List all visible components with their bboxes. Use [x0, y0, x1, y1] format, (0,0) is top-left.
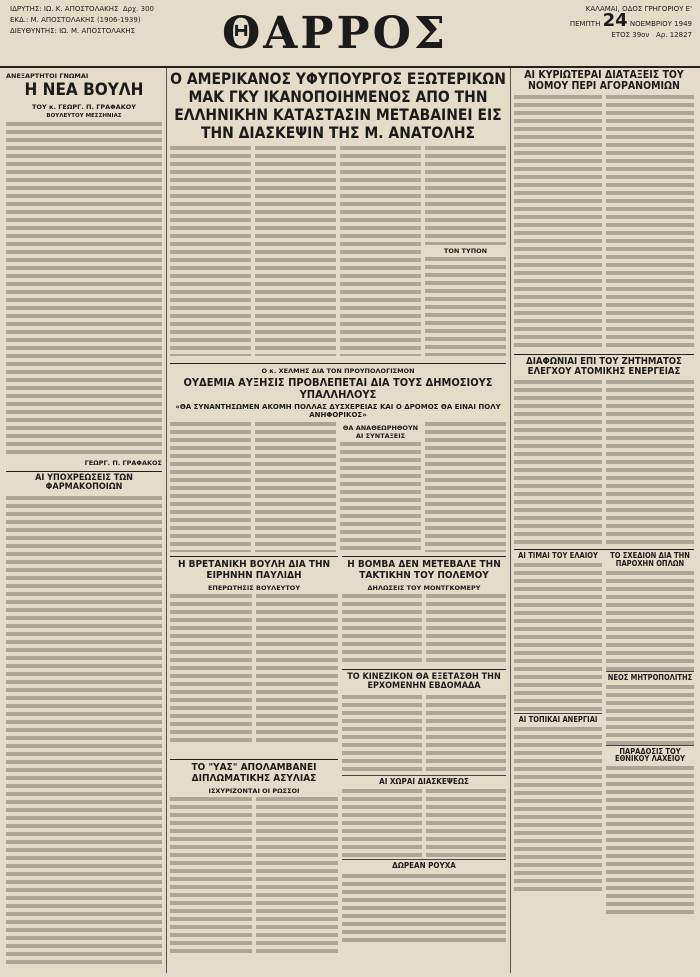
- issue-number: Αρ. 12827: [656, 31, 692, 39]
- article-body: [514, 95, 602, 350]
- budget-story: [170, 363, 506, 554]
- editor-line: ΕΚΔ.: Μ. ΑΠΟΣΤΟΛΑΚΗΣ (1906-1939): [10, 16, 141, 24]
- china-story: [342, 669, 506, 970]
- article-body: [514, 727, 602, 892]
- article-body: [514, 563, 602, 713]
- article-body: [425, 422, 506, 552]
- article-body: [342, 789, 422, 859]
- article-body: [606, 685, 694, 745]
- article-body: [342, 874, 506, 944]
- article-body: [6, 122, 162, 457]
- article-body: [340, 146, 421, 356]
- masthead-left-info: [10, 4, 170, 37]
- british-sub: ΕΠΕΡΩΤΗΣΙΣ ΒΟΥΛΕΥΤΟΥ: [207, 584, 301, 592]
- article-body: [426, 695, 506, 775]
- weekday: ΠΕΜΠΤΗ: [569, 20, 601, 28]
- article-body: [170, 594, 252, 744]
- byline-role: ΒΟΥΛΕΥΤΟΥ ΜΕΣΣΗΝΙΑΣ: [46, 112, 122, 119]
- director-line: ΔΙΕΥΘΥΝΤΗΣ: ΙΩ. Μ. ΑΠΟΣΤΟΛΑΚΗΣ: [10, 27, 136, 35]
- article-body: [426, 789, 506, 859]
- article-body: [170, 422, 251, 552]
- asylum-headline: ΤΟ "ΥΑΣ" ΑΠΟΛΑΜΒΑΝΕΙ ΔΙΠΛΩΜΑΤΙΚΗΣ ΑΣΥΛΙΑΣ: [191, 762, 317, 784]
- article-body: [342, 594, 422, 662]
- subhead-press: ΤΟΝ ΤΥΠΟΝ: [443, 247, 488, 255]
- article-body: [255, 422, 336, 552]
- signature: ΓΕΩΡΓ. Π. ΓΡΑΦΑΚΟΣ: [84, 458, 162, 467]
- main-story: [170, 70, 506, 360]
- right-column: [514, 70, 694, 970]
- headline-conference-countries: ΑΙ ΧΩΡΑΙ ΔΙΑΣΚΕΨΕΩΣ: [342, 775, 506, 786]
- article-body: [170, 797, 252, 957]
- budget-kicker: Ο κ. ΧΕΛΜΗΣ ΔΙΑ ΤΟΝ ΠΡΟΥΠΟΛΟΓΙΣΜΟΝ: [261, 367, 415, 375]
- article-body: [606, 95, 694, 350]
- headline-new-metropolitan: ΝΕΟΣ ΜΗΤΡΟΠΟΛΙΤΗΣ: [607, 672, 693, 682]
- bomb-sub: ΔΗΛΩΣΕΙΣ ΤΟΥ ΜΟΝΤΓΚΟΜΕΡΥ: [367, 584, 481, 592]
- article-body: [425, 146, 506, 356]
- article-body: [606, 571, 694, 671]
- headline-new-parliament: Η ΝΕΑ ΒΟΥΛΗ: [24, 80, 144, 100]
- budget-headline: ΟΥΔΕΜΙΑ ΑΥΞΗΣΙΣ ΠΡΟΒΛΕΠΕΤΑΙ ΔΙΑ ΤΟΥΣ ΔΗΜΟΣΙΟΥΣ ΥΠΑΛΛΗΛΟΥΣ: [183, 376, 493, 401]
- main-headline: Ο ΑΜΕΡΙΚΑΝΟΣ ΥΦΥΠΟΥΡΓΟΣ ΕΞΩΤΕΡΙΚΩΝ ΜΑΚ ΓΚΥ ΙΚΑΝΟΠΟΙΗΜΕΝΟΣ ΑΠΟ ΤΗΝ ΕΛΛΗΝΙΚΗΝ ΚΑΤΑΣΤΑΣΙΝ ΜΕΤΑΒΑΙΝΕΙ ΕΙΣ ΤΗΝ ΔΙΑΣΚΕΨΙΝ ΤΗΣ Μ. ΑΝΑΤΟΛΗΣ: [170, 70, 506, 142]
- year-number: ΕΤΟΣ 39ον: [611, 31, 650, 39]
- article-body: [606, 380, 694, 545]
- article-body: [256, 594, 338, 744]
- headline-free-clothes: ΔΩΡΕΑΝ ΡΟΥΧΑ: [342, 859, 506, 870]
- kicker: ΑΝΕΞΑΡΤΗΤΟΙ ΓΝΩΜΑΙ: [6, 72, 89, 80]
- article-body: [340, 422, 421, 552]
- column-rule: [166, 68, 167, 973]
- budget-quote: «ΘΑ ΣΥΝΑΝΤΗΣΩΜΕΝ ΑΚΟΜΗ ΠΟΛΛΑΣ ΔΥΣΧΕΡΕΙΑΣ ΚΑΙ Ο ΔΡΟΜΟΣ ΘΑ ΕΙΝΑΙ ΠΟΛΥ ΑΝΗΦΟΡΙΚΟΣ»: [175, 403, 501, 420]
- asylum-sub: ΙΣΧΥΡΙΖΟΝΤΑΙ ΟΙ ΡΩΣΣΟΙ: [208, 787, 300, 795]
- headline-arms-plan: ΤΟ ΣΧΕΔΙΟΝ ΔΙΑ ΤΗΝ ΠΑΡΟΧΗΝ ΟΠΛΩΝ: [610, 550, 690, 568]
- article-body: [606, 766, 694, 916]
- article-body: [256, 797, 338, 957]
- article-body: [6, 496, 162, 966]
- china-headline: ΤΟ ΚΙΝΕΖΙΚΟΝ ΘΑ ΕΞΕΤΑΣΘΗ ΤΗΝ ΕΡΧΟΜΕΝΗΝ ΕΒΔΟΜΑΔΑ: [347, 672, 501, 692]
- headline-atomic-energy: ΔΙΑΦΩΝΙΑΙ ΕΠΙ ΤΟΥ ΖΗΤΗΜΑΤΟΣ ΕΛΕΓΧΟΥ ΑΤΟΜΙΚΗΣ ΕΝΕΡΓΕΙΑΣ: [526, 356, 682, 377]
- article-body: [255, 146, 336, 356]
- bomb-story: [342, 556, 506, 667]
- price-line: Δρχ. 300: [122, 5, 154, 13]
- article-body: [170, 146, 251, 356]
- column-rule: [510, 68, 511, 973]
- headline-local-unemployment: ΑΙ ΤΟΠΙΚΑΙ ΑΝΕΡΓΙΑΙ: [514, 713, 602, 724]
- city-line: ΚΑΛΑΜΑΙ, ΟΔΟΣ ΓΡΗΓΟΡΙΟΥ Ε': [585, 5, 692, 13]
- article-body: [342, 695, 422, 775]
- bomb-headline: Η ΒΟΜΒΑ ΔΕΝ ΜΕΤΕΒΑΛΕ ΤΗΝ ΤΑΚΤΙΚΗΝ ΤΟΥ ΠΟΛΕΜΟΥ: [347, 559, 501, 581]
- month-year: ΝΟΕΜΒΡΙΟΥ 1949: [629, 20, 692, 28]
- masthead: [0, 0, 700, 68]
- subhead-pensions: ΘΑ ΑΝΑΘΕΩΡΗΘΟΥΝ ΑΙ ΣΥΝΤΑΞΕΙΣ: [342, 424, 419, 441]
- headline-oil-prices: ΑΙ ΤΙΜΑΙ ΤΟΥ ΕΛΑΙΟΥ: [518, 550, 598, 560]
- asylum-story: [170, 759, 338, 970]
- left-column: [6, 70, 162, 970]
- headline-pharmacists: ΑΙ ΥΠΟΧΡΕΩΣΕΙΣ ΤΩΝ ΦΑΡΜΑΚΟΠΟΙΩΝ: [35, 472, 133, 493]
- article-body: [426, 594, 506, 662]
- headline-lottery: ΠΑΡΑΔΟΣΙΣ ΤΟΥ ΕΘΝΙΚΟΥ ΛΑΧΕΙΟΥ: [606, 745, 694, 764]
- newspaper-title: ΘΑΡΡΟΣ: [221, 8, 449, 59]
- british-headline: Η ΒΡΕΤΑΝΙΚΗ ΒΟΥΛΗ ΔΙΑ ΤΗΝ ΕΙΡΗΝΗΝ ΠΑΥΛΙΔΗ: [177, 559, 331, 581]
- byline: ΤΟΥ κ. ΓΕΩΡΓ. Π. ΓΡΑΦΑΚΟΥ: [32, 102, 136, 111]
- headline-market-law: ΑΙ ΚΥΡΙΩΤΕΡΑΙ ΔΙΑΤΑΞΕΙΣ ΤΟΥ ΝΟΜΟΥ ΠΕΡΙ ΑΓΟΡΑΝΟΜΙΩΝ: [524, 70, 684, 93]
- article-body: [514, 380, 602, 545]
- founder-line: ΙΔΡΥΤΗΣ: ΙΩ. Κ. ΑΠΟΣΤΟΛΑΚΗΣ: [10, 5, 119, 13]
- masthead-right-info: [502, 4, 692, 41]
- british-story: [170, 556, 338, 757]
- day-number: 24: [602, 10, 628, 31]
